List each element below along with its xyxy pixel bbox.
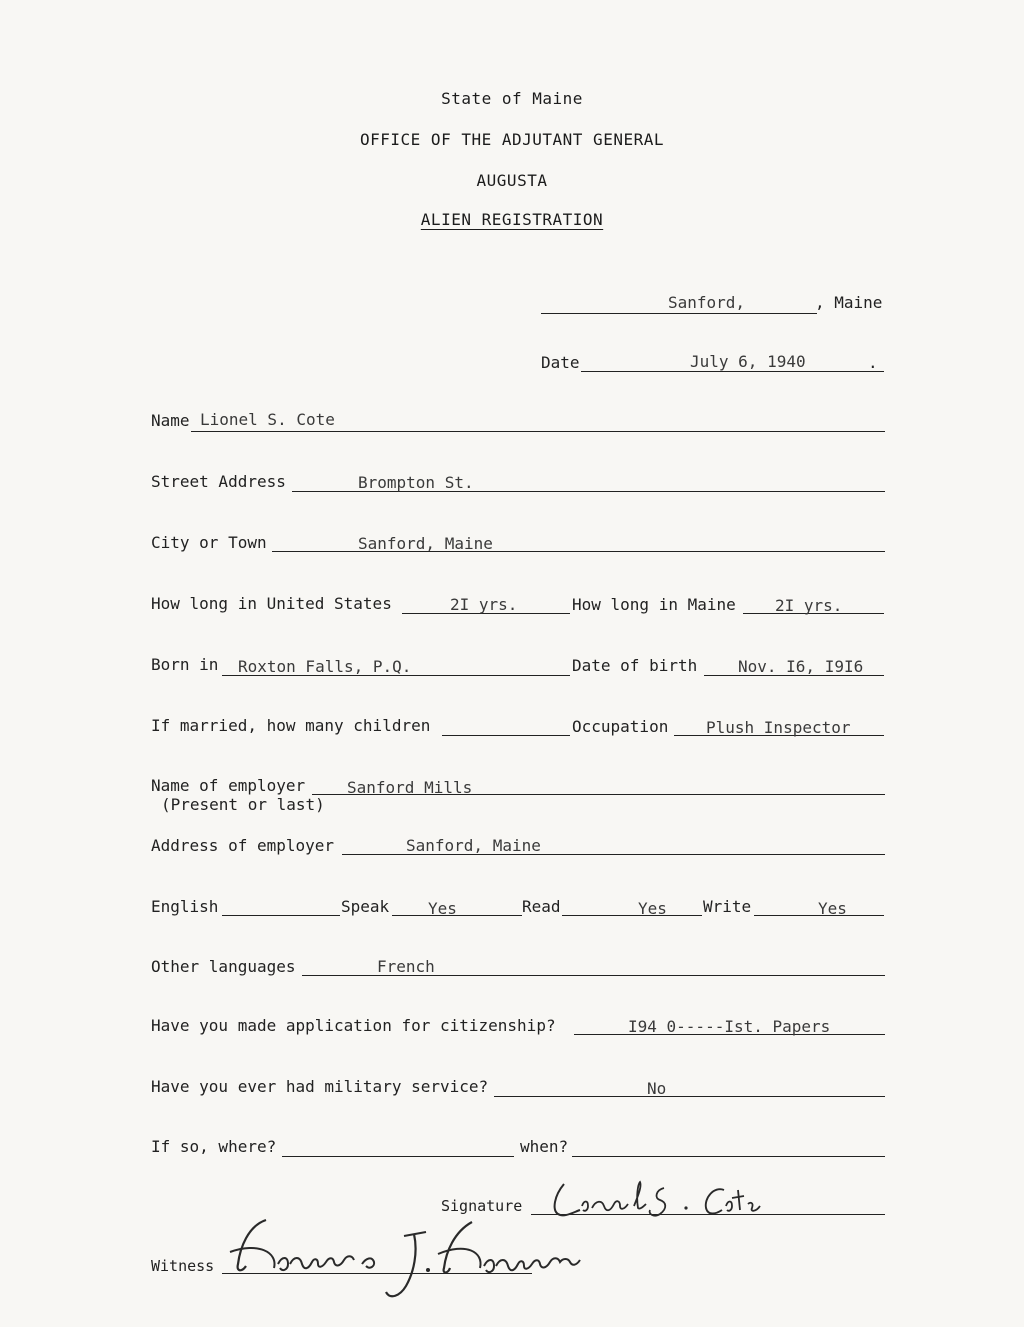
witness-handwriting <box>218 1212 618 1311</box>
form-title-text: ALIEN REGISTRATION <box>420 210 604 229</box>
how-long-us-label: How long in United States <box>151 594 392 613</box>
date-of-birth-value: Nov. I6, I9I6 <box>738 657 864 676</box>
employer-address-label: Address of employer <box>151 836 335 855</box>
date-line <box>581 371 884 372</box>
place-town: Sanford, <box>668 293 746 312</box>
write-value: Yes <box>818 899 847 918</box>
read-label: Read <box>522 897 561 916</box>
military-value: No <box>647 1079 667 1098</box>
city-label: City or Town <box>151 533 267 552</box>
name-line <box>191 431 885 432</box>
children-line <box>442 735 570 736</box>
street-value: Brompton St. <box>358 473 474 492</box>
name-value: Lionel S. Cote <box>200 410 335 429</box>
citizenship-label: Have you made application for citizenship? <box>151 1016 556 1035</box>
how-long-maine-value: 2I yrs. <box>775 596 843 615</box>
where-line <box>282 1156 514 1157</box>
citizenship-value: I94 0-----Ist. Papers <box>628 1017 831 1036</box>
how-long-us-value: 2I yrs. <box>450 595 518 614</box>
header-city: AUGUSTA <box>476 171 548 190</box>
how-long-maine-label: How long in Maine <box>572 595 736 614</box>
military-line <box>494 1096 885 1097</box>
speak-line <box>392 915 522 916</box>
occupation-label: Occupation <box>572 717 669 736</box>
occupation-value: Plush Inspector <box>706 718 851 737</box>
english-label: English <box>151 897 219 916</box>
write-label: Write <box>703 897 752 916</box>
employer-value: Sanford Mills <box>347 778 473 797</box>
city-value: Sanford, Maine <box>358 534 493 553</box>
speak-value: Yes <box>428 899 457 918</box>
read-line <box>562 915 702 916</box>
when-label: when? <box>520 1137 569 1156</box>
employer-sublabel: (Present or last) <box>161 795 325 814</box>
employer-address-value: Sanford, Maine <box>406 836 541 855</box>
place-line <box>541 313 817 314</box>
english-line <box>222 915 340 916</box>
form-title <box>0 210 1024 229</box>
witness-label: Witness <box>151 1257 215 1275</box>
when-line <box>572 1156 885 1157</box>
born-in-value: Roxton Falls, P.Q. <box>238 657 412 676</box>
name-label: Name <box>151 411 190 430</box>
speak-label: Speak <box>341 897 390 916</box>
date-label: Date <box>541 353 580 372</box>
other-languages-label: Other languages <box>151 957 296 976</box>
read-value: Yes <box>638 899 667 918</box>
born-in-label: Born in <box>151 655 219 674</box>
header-office: OFFICE OF THE ADJUTANT GENERAL <box>360 130 664 149</box>
header-state: State of Maine <box>441 89 583 108</box>
date-value: July 6, 1940 <box>690 352 806 371</box>
date-period: . <box>868 353 878 372</box>
date-of-birth-label: Date of birth <box>572 656 698 675</box>
employer-label: Name of employer <box>151 776 306 795</box>
place-state: , Maine <box>815 293 883 312</box>
signature-label: Signature <box>441 1197 523 1215</box>
where-label: If so, where? <box>151 1137 277 1156</box>
street-label: Street Address <box>151 472 286 491</box>
children-label: If married, how many children <box>151 716 431 735</box>
other-languages-value: French <box>377 957 435 976</box>
military-label: Have you ever had military service? <box>151 1077 489 1096</box>
